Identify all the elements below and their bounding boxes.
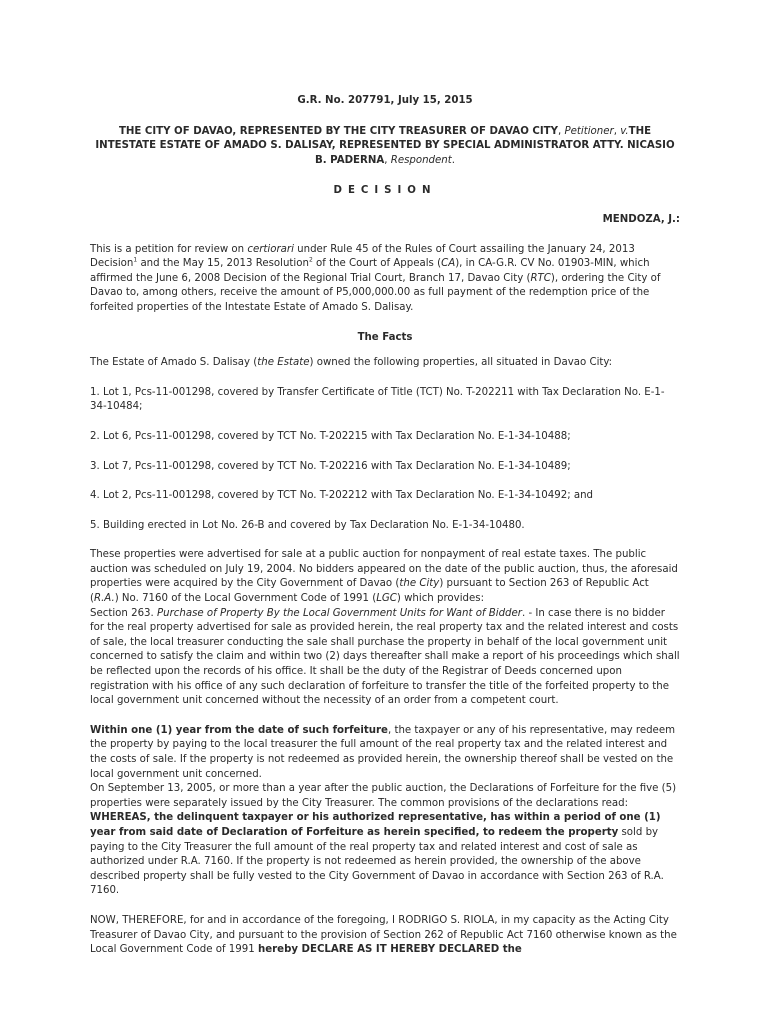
intro-abbrev: CA bbox=[441, 258, 456, 270]
property-item: 4. Lot 2, Pcs-11-001298, covered by TCT No. T-202212 with Tax Declaration No. E-1-34-10492; and bbox=[90, 490, 594, 502]
auction-text: ) pursuant to Section 263 of Republic Act ( bbox=[90, 578, 649, 605]
intro-text: under Rule 45 of the Rules of Court assailing the January 24, 2013 Decision bbox=[90, 243, 635, 270]
case-citation: G.R. No. 207791, July 15, 2015 bbox=[297, 95, 473, 106]
property-item: 1. Lot 1, Pcs-11-001298, covered by Transfer Certificate of Title (TCT) No. T-202211 with Tax Declaration No. E-1-34-10484; bbox=[90, 386, 665, 413]
property-item: 3. Lot 7, Pcs-11-001298, covered by TCT No. T-202216 with Tax Declaration No. E-1-34-10489; bbox=[90, 460, 571, 472]
section-body: . - In case there is no bidder for the real property advertised for sale as provided herein, the real property tax and the related interest and costs of sale, the local treasurer conducting the sale shall purchase the property in behalf of the local government unit concerned to satisfy the claim and within two (2) days thereafter shall make a report of his proceedings which shall be reflected upon the records of his office. It shall be the duty of the Registrar of Deeds concerned upon registration with his office of any such declaration of forfeiture to transfer the title of the forfeited property to the local government unit concerned without the necessity of an order from a competent court. bbox=[90, 607, 680, 707]
respondent-name: THE INTESTATE ESTATE OF AMADO S. DALISAY, REPRESENTED BY SPECIAL ADMINISTRATOR ATTY. NICASIO B. PADERNA bbox=[95, 125, 675, 166]
september-paragraph: On September 13, 2005, or more than a year after the public auction, the Declarations of Forfeiture for the five (5) properties were separately issued by the City Treasurer. The common provisions of the declarations read: bbox=[90, 783, 677, 809]
versus: v. bbox=[620, 125, 629, 137]
property-item: 5. Building erected in Lot No. 26-B and covered by Tax Declaration No. E-1-34-10480. bbox=[90, 519, 525, 531]
estate-term: the Estate bbox=[257, 357, 310, 369]
intro-paragraph bbox=[90, 243, 680, 316]
decision-heading: DECISION bbox=[333, 185, 437, 197]
intro-text: and the May 15, 2013 Resolution bbox=[137, 258, 309, 270]
footnote-2[interactable]: 2 bbox=[308, 256, 313, 264]
section-263-quote bbox=[90, 607, 680, 709]
auction-paragraph bbox=[90, 548, 680, 606]
auction-text: ) which provides: bbox=[396, 593, 485, 605]
estate-paragraph bbox=[90, 356, 680, 371]
now-therefore-paragraph bbox=[90, 914, 680, 958]
within-paragraph bbox=[90, 724, 680, 782]
auction-text: ) No. 7160 of the Local Government Code of 1991 ( bbox=[114, 593, 377, 605]
whereas-paragraph bbox=[90, 811, 680, 899]
footnote-1[interactable]: 1 bbox=[133, 256, 138, 264]
auction-term: LGC bbox=[376, 593, 397, 605]
whereas-bold: WHEREAS, the delinquent taxpayer or his authorized representative, has within a period of one (1) year from said date of Declaration of Forfeiture as herein specified, to redeem the property bbox=[90, 812, 661, 838]
intro-text: ), in CA-G.R. CV No. 01903-MIN, which affirmed the June 6, 2008 Decision of the Regional Trial Court, Branch 17, Davao City ( bbox=[90, 258, 650, 284]
auction-text: These properties were advertised for sale at a public auction for nonpayment of real estate taxes. The public auction was scheduled on July 19, 2004. No bidders appeared on the date of the public auction, thus, the aforesaid properties were acquired by the City Government of Davao ( bbox=[90, 549, 678, 590]
auction-term: R.A. bbox=[93, 593, 115, 605]
intro-abbrev: RTC bbox=[530, 272, 551, 284]
whereas-text: sold by paying to the City Treasurer the full amount of the real property tax and related interest and cost of sale as authorized under R.A. 7160. If the property is not redeemed as herein provided, the ownership of the above described property shall be fully vested to the City Government of Davao in accordance with Section 263 of R.A. 7160. bbox=[90, 826, 664, 897]
now-text: NOW, THEREFORE, for and in accordance of the foregoing, I RODRIGO S. RIOLA, in my capacity as the Acting City Treasurer of Davao City, and pursuant to the provision of Section 262 of Republic Act 7160 otherwise known as the Local Government Code of 1991 bbox=[90, 914, 677, 956]
respondent-role: Respondent bbox=[390, 154, 452, 166]
property-item: 2. Lot 6, Pcs-11-001298, covered by TCT No. T-202215 with Tax Declaration No. E-1-34-10488; bbox=[90, 430, 571, 442]
ponente: MENDOZA, J.: bbox=[602, 213, 680, 225]
section-label: Section 263. bbox=[90, 607, 158, 619]
within-text: , the taxpayer or any of his representative, may redeem the property by paying to the local treasurer the full amount of the real property tax and the related interest and the costs of sale. If the property is not redeemed as provided herein, the ownership thereof shall be vested on the local government unit concerned. bbox=[90, 724, 676, 780]
estate-text: ) owned the following properties, all situated in Davao City: bbox=[309, 357, 613, 369]
intro-text: ), ordering the City of Davao to, among others, receive the amount of P5,000,000.00 as full payment of the redemption price of the forfeited properties of the Intestate Estate of Amado S. Dalisay. bbox=[90, 272, 661, 313]
petitioner-name: THE CITY OF DAVAO, REPRESENTED BY THE CITY TREASURER OF DAVAO CITY bbox=[118, 125, 558, 137]
now-bold: hereby DECLARE AS IT HEREBY DECLARED the bbox=[257, 944, 522, 956]
facts-heading: The Facts bbox=[357, 331, 413, 343]
intro-text: of the Court of Appeals ( bbox=[312, 258, 442, 270]
petitioner-role: Petitioner bbox=[564, 125, 614, 137]
case-parties: THE CITY OF DAVAO, REPRESENTED BY THE CITY TREASURER OF DAVAO CITY, Petitioner, v.THE INTESTATE ESTATE OF AMADO S. DALISAY, REPRESENTED BY SPECIAL ADMINISTRATOR ATTY. NICASIO B. PADERNA, Respondent. bbox=[95, 125, 675, 166]
estate-text: The Estate of Amado S. Dalisay ( bbox=[90, 357, 258, 369]
auction-term: the City bbox=[399, 578, 440, 590]
intro-text: This is a petition for review on bbox=[90, 243, 248, 255]
decision-document bbox=[90, 94, 680, 958]
within-bold: Within one (1) year from the date of such forfeiture bbox=[90, 724, 388, 736]
intro-italic: certiorari bbox=[247, 243, 294, 255]
section-title: Purchase of Property By the Local Government Units for Want of Bidder bbox=[157, 607, 522, 619]
